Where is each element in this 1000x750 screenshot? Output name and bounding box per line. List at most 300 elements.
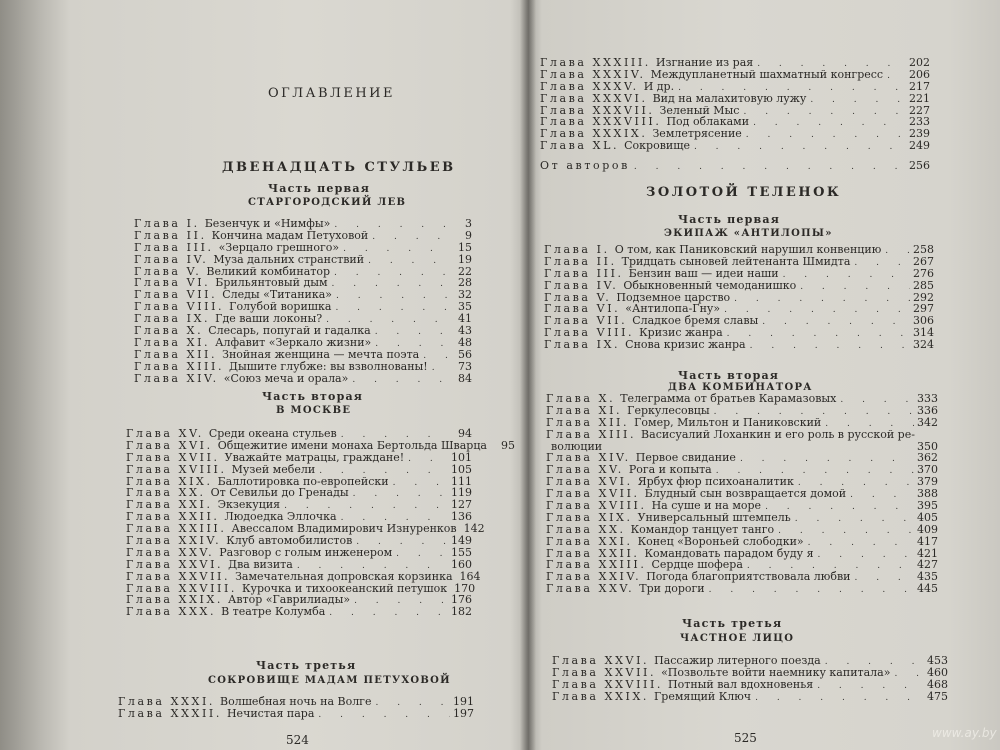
toc-entry-title: Телеграмма от братьев Карамазовых xyxy=(620,392,837,405)
toc-entry-title: Три дороги xyxy=(639,582,705,596)
toc-entry-title: Пассажир литерного поезда xyxy=(654,654,821,667)
toc-entry-title: Подземное царство xyxy=(616,290,731,304)
toc-entry-label: Глава XV. xyxy=(546,463,624,477)
toc-entry xyxy=(126,452,472,464)
toc-entry xyxy=(544,256,934,268)
toc-entry-page: 32 xyxy=(458,288,472,302)
toc-entry-label: Глава V. xyxy=(134,264,202,278)
toc-entry-title: Изгнание из рая xyxy=(655,56,754,69)
part3-subtitle: СОКРОВИЩЕ МАДАМ ПЕТУХОВОЙ xyxy=(208,675,451,686)
toc-entry-page: 221 xyxy=(909,91,930,105)
toc-entry-label: Глава VI. xyxy=(544,302,621,316)
toc-entry-title: «Союз меча и орала» xyxy=(223,371,349,385)
watermark: www.ay.by xyxy=(932,726,997,740)
toc-entry-title: Муза дальних странствий xyxy=(213,252,365,266)
toc-entry-label: Глава XV. xyxy=(126,427,204,440)
toc-entry-page: 350 xyxy=(917,439,938,453)
from-authors-page: 256 xyxy=(909,159,930,172)
toc-entry-page: 28 xyxy=(458,276,472,290)
toc-entry xyxy=(134,337,472,349)
toc-entry-page: 73 xyxy=(458,359,472,373)
toc-entry xyxy=(552,667,948,679)
toc-entry-label: Глава XII. xyxy=(546,415,630,429)
toc-entry xyxy=(134,230,472,242)
toc-entry-leader xyxy=(746,341,910,353)
toc-list-part1 xyxy=(134,218,472,384)
part2-subtitle: В МОСКВЕ xyxy=(276,405,352,416)
toc-entry-page: 105 xyxy=(451,462,472,476)
toc-entry-page: 276 xyxy=(913,266,934,280)
toc-entry-leader xyxy=(883,71,906,83)
toc-entry-label: Глава XXXI. xyxy=(118,695,216,708)
from-authors-label: От авторов xyxy=(540,159,630,172)
toc-entry xyxy=(546,417,938,429)
toc-entry-label: Глава II. xyxy=(544,254,617,268)
toc-entry-title: Замечательная допровская корзинка xyxy=(235,569,453,583)
r-part2-label: Часть вторая xyxy=(678,369,780,382)
toc-entry-leader xyxy=(814,550,914,562)
toc-entry-label: Глава IX. xyxy=(134,312,211,326)
toc-entry-page: 379 xyxy=(917,475,938,489)
toc-entry-label: Глава II. xyxy=(134,228,207,242)
toc-entry-leader xyxy=(846,490,914,502)
toc-entry-leader xyxy=(348,375,448,387)
toc-entry-label: Глава XIX. xyxy=(546,510,633,524)
toc-entry-label: Глава VII. xyxy=(544,314,628,328)
toc-entry-title: На суше и на море xyxy=(651,499,762,513)
toc-entry xyxy=(134,373,472,385)
toc-entry xyxy=(134,361,472,373)
toc-entry-label: Глава XII. xyxy=(134,347,218,361)
toc-entry-leader xyxy=(890,669,924,681)
toc-entry-title: Бензин ваш — идеи наши xyxy=(628,266,779,280)
toc-entry-title: Сокровище xyxy=(624,139,690,153)
toc-entry-leader xyxy=(850,573,914,585)
toc-entry-page: 191 xyxy=(453,695,474,708)
toc-entry-page: 342 xyxy=(917,415,938,429)
toc-entry-title: Два визита xyxy=(228,557,293,571)
toc-entry-label: Глава III. xyxy=(544,266,624,280)
toc-entry-label: Глава IX. xyxy=(544,338,621,352)
toc-entry-page: 460 xyxy=(927,665,948,679)
toc-entry xyxy=(546,429,938,441)
toc-entry-leader xyxy=(791,514,914,526)
toc-entry-leader xyxy=(428,363,448,375)
toc-entry-title: Обыкновенный чемоданишко xyxy=(623,278,797,292)
toc-entry-label: Глава XXV. xyxy=(546,582,635,596)
toc-entry-page: 197 xyxy=(453,706,474,720)
toc-entry-leader xyxy=(404,454,448,466)
toc-entry xyxy=(540,140,930,152)
toc-entry-label: Глава XXIV. xyxy=(546,570,642,584)
toc-entry xyxy=(126,438,515,452)
toc-entry-label: Глава XXI. xyxy=(126,498,213,512)
book-title-twelve-chairs: ДВЕНАДЦАТЬ СТУЛЬЕВ xyxy=(222,160,456,175)
toc-entry-label: Глава XXXVII. xyxy=(540,103,655,117)
toc-entry-label: Глава XIII. xyxy=(134,359,225,373)
toc-entry-label: Глава XXXIII. xyxy=(540,56,651,69)
toc-entry-leader xyxy=(368,232,448,244)
toc-entry-page: 119 xyxy=(451,486,472,500)
toc-entry xyxy=(552,691,948,703)
toc-entry-page: 427 xyxy=(917,558,938,572)
toc-entry-label: Глава XXX. xyxy=(126,605,217,619)
toc-entry-leader xyxy=(723,329,910,341)
toc-entry-page: 182 xyxy=(451,605,472,619)
toc-entry-page: 48 xyxy=(458,335,472,349)
toc-entry-page: 336 xyxy=(917,403,938,417)
toc-entry-label: Глава XX. xyxy=(546,522,626,536)
toc-entry-label: Глава XIV. xyxy=(134,371,219,385)
toc-entry-label: Глава XIII. xyxy=(546,427,637,441)
toc-from-authors xyxy=(540,160,930,172)
toc-entry-leader xyxy=(736,454,914,466)
toc-entry-title: Кризис жанра xyxy=(639,326,723,340)
toc-entry-page: 41 xyxy=(458,312,472,326)
toc-entry-page: 233 xyxy=(909,115,930,129)
toc-entry-page: 333 xyxy=(917,392,938,405)
toc-entry-leader xyxy=(328,279,448,291)
toc-entry-page: 435 xyxy=(917,570,938,584)
toc-entry xyxy=(544,280,934,292)
toc-entry-label: Глава IV. xyxy=(134,252,209,266)
toc-entry-page: 164 xyxy=(459,569,481,583)
toc-entry-page: 170 xyxy=(454,581,476,595)
toc-entry-leader xyxy=(314,710,450,722)
toc-entry xyxy=(552,679,948,691)
toc-entry-title: Геркулесовцы xyxy=(627,403,710,417)
toc-entry-page: 395 xyxy=(917,499,938,513)
toc-entry-label: Глава XIX. xyxy=(126,474,213,488)
toc-entry-label: Глава XXII. xyxy=(546,546,640,560)
toc-entry-title: «Антилопа-Гну» xyxy=(625,302,721,316)
toc-entry xyxy=(126,559,472,571)
toc-entry-page: 136 xyxy=(451,510,472,524)
toc-entry-page: 127 xyxy=(451,498,472,512)
toc-entry-title: Уважайте матрацы, граждане! xyxy=(224,450,405,464)
toc-entry-from-authors xyxy=(540,160,930,172)
toc-entry-page: 370 xyxy=(917,463,938,477)
toc-entry-title: Клуб автомобилистов xyxy=(226,534,353,548)
toc-entry-page: 306 xyxy=(913,314,934,328)
toc-entry-label: Глава XVII. xyxy=(546,487,640,501)
toc-entry xyxy=(126,464,472,476)
toc-entry-title: И др. xyxy=(643,79,675,93)
toc-entry-title: О том, как Паниковский нарушил конвенцию xyxy=(614,243,882,256)
toc-entry-leader xyxy=(350,596,448,608)
toc-entry xyxy=(126,547,472,559)
toc-entry-page: 35 xyxy=(458,300,472,314)
toc-entry-title: Следы «Титаника» xyxy=(222,288,333,302)
toc-entry-leader xyxy=(813,681,924,693)
toc-entry-title: Голубой воришка xyxy=(229,300,332,314)
toc-entry-label: Глава XXII. xyxy=(126,510,220,524)
toc-entry-leader xyxy=(836,395,914,407)
toc-entry-label: Глава XXVIII. xyxy=(126,581,238,595)
toc-entry-label: Глава XVI. xyxy=(126,438,213,452)
toc-entry-title: Среди океана стульев xyxy=(208,427,337,440)
toc-entry-leader xyxy=(389,478,448,490)
toc-entry-page: 324 xyxy=(913,338,934,352)
toc-entry-label: Глава V. xyxy=(544,290,612,304)
toc-entry-label: Глава XXV. xyxy=(126,545,215,559)
toc-entry-label: Глава XI. xyxy=(546,403,623,417)
toc-entry-page: 84 xyxy=(458,371,472,385)
toc-entry-label: Глава XXIV. xyxy=(126,534,222,548)
toc-entry xyxy=(544,268,934,280)
toc-entry-label: Глава I. xyxy=(544,243,610,256)
toc-list-part3 xyxy=(118,696,474,720)
toc-entry-page: 227 xyxy=(909,103,930,117)
toc-entry-label: Глава XXVI. xyxy=(552,654,650,667)
toc-entry-page: 94 xyxy=(458,427,472,440)
toc-entry xyxy=(126,606,472,618)
r-part1-subtitle: ЭКИПАЖ «АНТИЛОПЫ» xyxy=(664,228,833,239)
toc-entry-leader xyxy=(758,317,910,329)
toc-list-r-part3 xyxy=(552,655,948,703)
toc-entry-title: Слесарь, попугай и гадалка xyxy=(208,324,371,338)
toc-entry-title: Потный вал вдохновенья xyxy=(668,677,814,691)
toc-entry xyxy=(118,708,474,720)
toc-entry-title: Погода благоприятствовала любви xyxy=(646,570,851,584)
toc-entry-page: 202 xyxy=(909,56,930,69)
toc-entry-title: Людоедка Эллочка xyxy=(224,510,337,524)
toc-entry-label: Глава XXVII. xyxy=(126,569,231,583)
toc-entry-title: Брильянтовый дым xyxy=(215,276,328,290)
page-number-left: 524 xyxy=(286,733,309,747)
toc-entry-title: Общежитие имени монаха Бертольда Шварца xyxy=(217,438,487,452)
toc-entry-leader xyxy=(332,291,448,303)
toc-entry-page: 468 xyxy=(927,677,948,691)
toc-entry xyxy=(134,254,472,266)
toc-entry-title: Знойная женщина — мечта поэта xyxy=(222,347,420,361)
toc-entry-leader xyxy=(804,538,914,550)
toc-entry-page: 362 xyxy=(917,451,938,465)
toc-entry-leader xyxy=(371,698,450,710)
toc-entry-label: Глава XXVIII. xyxy=(552,677,664,691)
toc-entry xyxy=(546,512,938,524)
toc-entry-title: волюции xyxy=(551,439,603,453)
toc-entry-page: 297 xyxy=(913,302,934,316)
toc-entry-title: Междупланетный шахматный конгресс xyxy=(650,67,884,81)
toc-entry-label: Глава XX. xyxy=(126,486,206,500)
toc-entry-title: «Позвольте войти наемнику капитала» xyxy=(661,665,891,679)
toc-entry-title: Авессалом Владимирович Изнуренков xyxy=(231,522,457,536)
toc-entry-label: Глава XXI. xyxy=(546,534,633,548)
toc-entry-page: 149 xyxy=(451,534,472,548)
toc-entry-leader xyxy=(325,608,448,620)
toc-list-part2 xyxy=(126,427,515,619)
toc-entry-title: Первое свидание xyxy=(635,451,736,465)
toc-entry-label: Глава XXXIX. xyxy=(540,127,648,141)
toc-entry-leader xyxy=(881,246,910,258)
part2-label: Часть вторая xyxy=(262,390,364,403)
toc-entry-page: 111 xyxy=(451,474,472,488)
r-part1-label: Часть первая xyxy=(678,213,781,226)
toc-entry-leader xyxy=(730,294,910,306)
toc-entry xyxy=(126,569,481,583)
toc-entry-page: 417 xyxy=(917,534,938,548)
toc-entry-title: Экзекуция xyxy=(217,498,281,512)
toc-entry xyxy=(540,81,930,93)
toc-entry xyxy=(546,405,938,417)
toc-entry-leader xyxy=(349,489,448,501)
toc-entry-label: Глава XXXV. xyxy=(540,79,639,93)
toc-entry-label: Глава XVIII. xyxy=(546,499,647,513)
toc-entry-label: Глава XXIX. xyxy=(126,593,224,607)
toc-entry-title: Гремящий Ключ xyxy=(654,689,752,703)
toc-entry xyxy=(540,69,930,81)
toc-entry-page: 176 xyxy=(451,593,472,607)
toc-entry-leader xyxy=(330,268,448,280)
toc-entry-label: Глава XVI. xyxy=(546,475,633,489)
toc-entry-page: 155 xyxy=(451,545,472,559)
r-part3-subtitle: ЧАСТНОЕ ЛИЦО xyxy=(680,633,795,644)
toc-entry xyxy=(546,524,938,536)
toc-entry-title: Баллотировка по-европейски xyxy=(217,474,389,488)
toc-entry-title: Безенчук и «Нимфы» xyxy=(204,217,331,230)
book-gutter xyxy=(520,0,536,750)
toc-entry-title: Снова кризис жанра xyxy=(625,338,746,352)
toc-entry-title: Волшебная ночь на Волге xyxy=(220,695,372,708)
toc-entry-title: Землетрясение xyxy=(652,127,742,141)
toc-entry-leader xyxy=(392,549,448,561)
toc-entry-page: 56 xyxy=(458,347,472,361)
toc-entry-title: Нечистая пара xyxy=(226,706,315,720)
toc-entry-title: «Зерцало грешного» xyxy=(218,240,340,254)
toc-entry xyxy=(540,93,930,105)
toc-entry-label: Глава XXXII. xyxy=(118,706,222,720)
toc-entry-title: Алфавит «Зеркало жизни» xyxy=(215,335,372,349)
toc-entry-page: 19 xyxy=(458,252,472,266)
toc-entry-title: Дышите глубже: вы взволнованы! xyxy=(229,359,428,373)
part3-label: Часть третья xyxy=(256,659,357,672)
toc-entry-leader xyxy=(850,258,910,270)
toc-entry-title: Гомер, Мильтон и Паниковский xyxy=(634,415,822,429)
toc-entry-leader xyxy=(371,327,448,339)
toc-entry-page: 217 xyxy=(909,79,930,93)
toc-entry-title: Командор танцует танго xyxy=(630,522,775,536)
toc-entry-leader xyxy=(751,693,924,705)
toc-entry-title: Блудный сын возвращается домой xyxy=(644,487,847,501)
toc-list-r-part1 xyxy=(544,244,934,351)
toc-entry-page: 160 xyxy=(451,557,472,571)
contents-heading: ОГЛАВЛЕНИЕ xyxy=(268,86,396,101)
toc-entry-page: 142 xyxy=(463,522,485,536)
toc-entry-leader xyxy=(739,107,906,119)
toc-entry-title: Под облаками xyxy=(666,115,750,129)
toc-entry-page: 388 xyxy=(917,487,938,501)
toc-entry-page: 421 xyxy=(917,546,938,560)
toc-entry-label: Глава XVII. xyxy=(126,450,220,464)
toc-entry-title: Разговор с голым инженером xyxy=(219,545,393,559)
toc-entry-leader xyxy=(742,130,906,142)
toc-entry-page: 95 xyxy=(500,438,515,452)
toc-entry-label: Глава XVIII. xyxy=(126,462,227,476)
toc-entry-title: Конец «Вороньей слободки» xyxy=(637,534,804,548)
toc-entry-label: Глава XXIX. xyxy=(552,689,650,703)
toc-entry-page: 445 xyxy=(917,582,938,596)
r-part2-subtitle: ДВА КОМБИНАТОРА xyxy=(668,382,813,393)
toc-entry-title: Ярбух фюр психоаналитик xyxy=(637,475,794,489)
toc-entry-label: Глава XL. xyxy=(540,139,620,153)
toc-entry-title: Где ваши локоны? xyxy=(215,312,323,326)
toc-entry-label: Глава XIV. xyxy=(546,451,631,465)
toc-entry-page: 15 xyxy=(458,240,472,254)
toc-entry-label: Глава VIII. xyxy=(134,300,225,314)
toc-entry-title: Вид на малахитовую лужу xyxy=(652,91,807,105)
toc-entry-title: Великий комбинатор xyxy=(206,264,331,278)
toc-entry xyxy=(546,536,938,548)
toc-entry-leader xyxy=(806,95,906,107)
right-page xyxy=(528,0,1000,750)
toc-list-continued xyxy=(540,57,930,152)
toc-entry-page: 258 xyxy=(913,243,934,256)
toc-entry-title: Кончина мадам Петуховой xyxy=(211,228,369,242)
toc-entry-title: Васисуалий Лоханкин и его роль в русской ре- xyxy=(641,427,915,441)
toc-entry-leader xyxy=(796,282,910,294)
toc-entry xyxy=(134,242,472,254)
toc-entry-title: Рога и копыта xyxy=(628,463,712,477)
toc-entry-page: 409 xyxy=(917,522,938,536)
toc-entry-page: 206 xyxy=(909,67,930,81)
toc-entry-label: Глава XXXVIII. xyxy=(540,115,662,129)
toc-entry-leader xyxy=(331,303,448,315)
toc-entry-label: Глава VIII. xyxy=(544,326,635,340)
part1-label: Часть первая xyxy=(268,182,371,195)
toc-entry-label: Глава XI. xyxy=(134,335,211,349)
toc-entry-label: Глава X. xyxy=(134,324,204,338)
toc-entry-page: 3 xyxy=(465,217,472,230)
toc-entry-title: Автор «Гаврилиады» xyxy=(228,593,351,607)
toc-entry-title: Тридцать сыновей лейтенанта Шмидта xyxy=(621,254,851,268)
toc-entry-label: Глава IV. xyxy=(544,278,619,292)
toc-entry-label: Глава I. xyxy=(134,217,200,230)
toc-entry xyxy=(546,583,938,595)
toc-entry-page: 314 xyxy=(913,326,934,340)
r-part3-label: Часть третья xyxy=(682,617,783,630)
toc-entry-title: Сердце шофера xyxy=(651,558,743,572)
toc-entry-leader xyxy=(364,256,448,268)
page-number-right: 525 xyxy=(734,731,757,745)
toc-entry-label: Глава X. xyxy=(546,392,616,405)
toc-entry-leader xyxy=(690,142,906,154)
book-title-golden-calf: ЗОЛОТОЙ ТЕЛЕНОК xyxy=(646,185,842,200)
toc-entry xyxy=(544,339,934,351)
toc-entry-title: Командовать парадом буду я xyxy=(644,546,814,560)
toc-entry-page: 9 xyxy=(465,228,472,242)
part1-subtitle: СТАРГОРОДСКИЙ ЛЕВ xyxy=(248,197,407,208)
toc-entry-page: 249 xyxy=(909,139,930,153)
toc-entry-label: Глава XXXVI. xyxy=(540,91,648,105)
toc-entry-label: Глава XXVII. xyxy=(552,665,657,679)
toc-entry-title: Зеленый Мыс xyxy=(659,103,740,117)
toc-entry-label: Глава VI. xyxy=(134,276,211,290)
toc-list-r-part2 xyxy=(546,393,938,595)
toc-entry-label: Глава XXIII. xyxy=(126,522,227,536)
toc-entry-label: Глава III. xyxy=(134,240,214,254)
toc-entry-title: Курочка и тихоокеанский петушок xyxy=(242,581,448,595)
toc-entry-label: Глава XXVI. xyxy=(126,557,224,571)
toc-entry-leader xyxy=(705,585,914,597)
toc-entry-leader xyxy=(749,118,906,130)
toc-entry-label: Глава XXXIV. xyxy=(540,67,646,81)
toc-entry-title: Универсальный штемпель xyxy=(637,510,791,524)
toc-entry-leader xyxy=(779,270,910,282)
toc-entry-leader xyxy=(630,162,906,174)
toc-entry-page: 292 xyxy=(913,290,934,304)
toc-entry-title: В театре Колумба xyxy=(221,605,326,619)
